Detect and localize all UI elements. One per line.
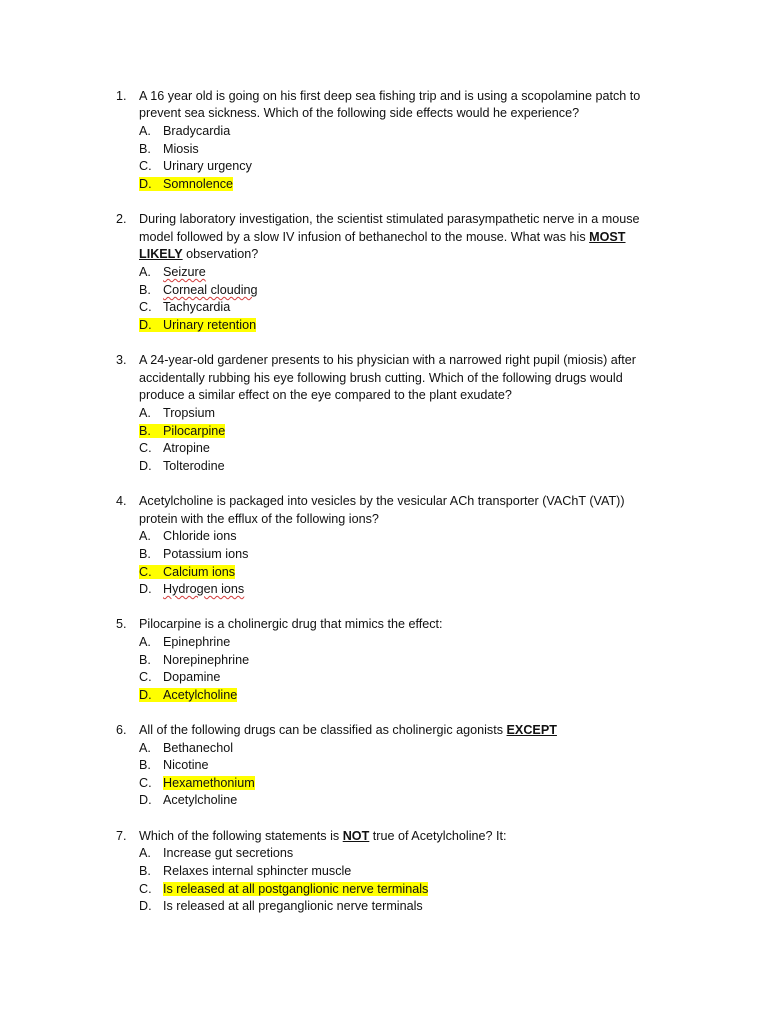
answer-option [139,545,248,563]
question-text: model followed by a slow IV infusion of bethanechol to the mouse. What was his [139,230,590,244]
option-text: Hexamethonium [163,776,255,790]
answer-option [139,668,220,686]
option-letter: C. [139,159,152,173]
option-letter: D. [139,793,152,807]
option-text: Calcium ions [163,565,236,579]
question-number: 3. [116,353,127,367]
question-number: 6. [116,723,127,737]
option-letter: B. [139,424,151,438]
option-text: Bethanechol [163,741,234,755]
answer-option-highlighted [139,774,255,792]
answer-option [139,844,293,862]
option-text: Is released at all preganglionic nerve terminals [163,899,423,913]
option-text: Epinephrine [163,635,231,649]
option-letter: C. [139,565,152,579]
question-text: accidentally rubbing his eye following brush cutting. Which of the following drugs would [139,371,623,385]
question-text: During laboratory investigation, the scientist stimulated parasympathetic nerve in a mouse [139,212,640,226]
option-letter: A. [139,529,151,543]
option-text: Nicotine [163,758,209,772]
answer-option [139,633,230,651]
question-text: All of the following drugs can be classified as cholinergic agonists [139,723,507,737]
answer-option [139,527,237,545]
question-text: prevent sea sickness. Which of the following side effects would he experience? [139,106,580,120]
question-text: Acetylcholine is packaged into vesicles by the vesicular ACh transporter (VAChT (VAT)) [139,494,625,508]
option-text: Dopamine [163,670,221,684]
question-text: A 16 year old is going on his first deep sea fishing trip and is using a scopolamine patch to [139,89,641,103]
answer-option [139,263,206,281]
answer-option [139,580,244,598]
question-text: Which of the following statements is [139,829,343,843]
option-text: Pilocarpine [163,424,226,438]
answer-option-highlighted [139,316,256,334]
option-letter: A. [139,124,151,138]
option-text: Urinary retention [163,318,257,332]
option-letter: D. [139,177,152,191]
emphasis-text: EXCEPT [506,723,557,737]
answer-option [139,122,230,140]
answer-option [139,404,215,422]
option-text: Atropine [163,441,210,455]
option-text: Urinary urgency [163,159,252,173]
emphasis-text: NOT [342,829,370,843]
emphasis-text: MOST [589,230,626,244]
option-text: Chloride ions [163,529,237,543]
option-text: Increase gut secretions [163,846,294,860]
answer-option-highlighted [139,563,235,581]
option-text: Acetylcholine [163,793,238,807]
option-text: Tolterodine [163,459,225,473]
option-text: Corneal clouding [163,283,258,297]
option-letter: A. [139,741,151,755]
option-letter: C. [139,670,152,684]
option-letter: B. [139,864,151,878]
option-letter: C. [139,882,152,896]
answer-option-highlighted [139,175,233,193]
question-text: observation? [182,247,259,261]
answer-option [139,897,423,915]
question-number: 5. [116,617,127,631]
option-text: Relaxes internal sphincter muscle [163,864,352,878]
question-number: 4. [116,494,127,508]
answer-option [139,298,230,316]
emphasis-text: LIKELY [139,247,183,261]
question-number: 2. [116,212,127,226]
option-text: Bradycardia [163,124,231,138]
option-text: Miosis [163,142,199,156]
option-letter: D. [139,459,152,473]
answer-option [139,439,210,457]
question-number: 7. [116,829,127,843]
answer-option-highlighted [139,422,225,440]
answer-option [139,739,233,757]
option-letter: A. [139,846,151,860]
option-text: Tropsium [163,406,216,420]
answer-option [139,791,237,809]
question-number: 1. [116,89,127,103]
question-text: A 24-year-old gardener presents to his physician with a narrowed right pupil (miosis) after [139,353,636,367]
option-text: Norepinephrine [163,653,250,667]
option-letter: B. [139,283,151,297]
answer-option-highlighted [139,880,428,898]
answer-option [139,756,209,774]
option-letter: B. [139,142,151,156]
option-letter: D. [139,318,152,332]
option-text: Is released at all postganglionic nerve terminals [163,882,429,896]
option-letter: B. [139,547,151,561]
option-letter: A. [139,265,151,279]
question-text: true of Acetylcholine? It: [369,829,507,843]
answer-option [139,651,249,669]
option-letter: B. [139,758,151,772]
answer-option [139,140,199,158]
option-text: Acetylcholine [163,688,238,702]
option-letter: B. [139,653,151,667]
option-letter: A. [139,635,151,649]
option-text: Potassium ions [163,547,249,561]
option-letter: D. [139,582,152,596]
option-text: Tachycardia [163,300,231,314]
question-text: Pilocarpine is a cholinergic drug that mimics the effect: [139,617,443,631]
answer-option-highlighted [139,686,237,704]
option-letter: C. [139,300,152,314]
option-letter: C. [139,441,152,455]
question-text: protein with the efflux of the following ions? [139,512,379,526]
answer-option [139,157,252,175]
option-letter: A. [139,406,151,420]
question-text: produce a similar effect on the eye compared to the plant exudate? [139,388,512,402]
option-letter: D. [139,688,152,702]
answer-option [139,457,225,475]
option-text: Somnolence [163,177,234,191]
option-letter: C. [139,776,152,790]
option-text: Hydrogen ions [163,582,245,596]
answer-option [139,862,351,880]
answer-option [139,281,258,299]
option-text: Seizure [163,265,206,279]
option-letter: D. [139,899,152,913]
